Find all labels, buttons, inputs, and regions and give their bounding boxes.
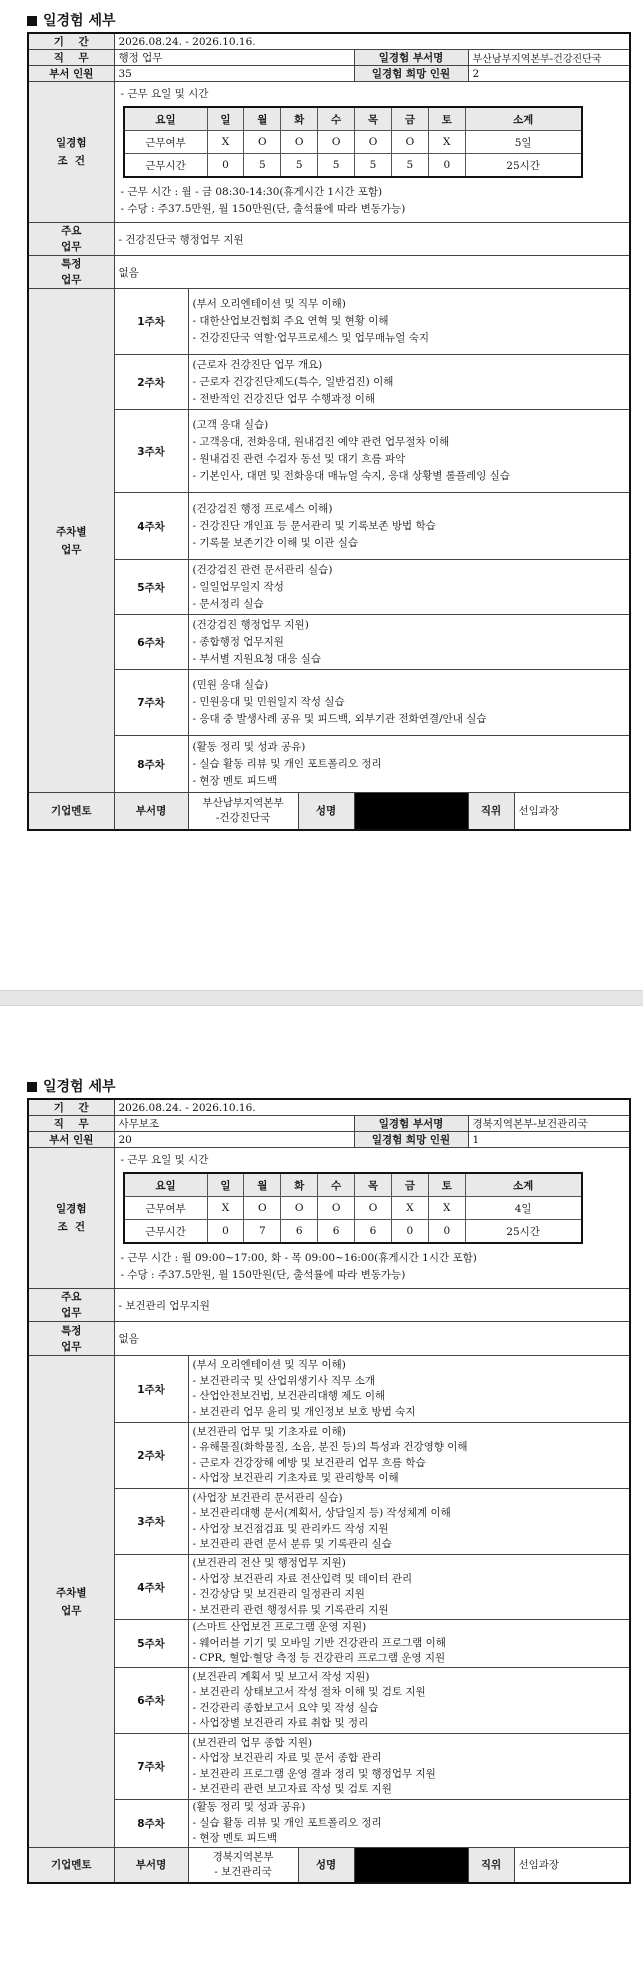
week-line: - 사업장 보건관리 기초자료 및 관리항목 이해 [192, 1472, 399, 1484]
special-work-value: 없음 [114, 256, 630, 289]
schedule-header-cell: 토 [428, 1173, 465, 1197]
schedule-cell: 5 [318, 154, 355, 178]
week-content [188, 1356, 630, 1423]
document-page-1 [27, 10, 629, 831]
schedule-cell: O [355, 1197, 392, 1220]
mentor-dept-line: -건강진단국 [215, 811, 271, 824]
mentor-name-redacted [354, 1848, 468, 1883]
week-label: 3주차 [114, 410, 188, 493]
schedule-cell: O [318, 131, 355, 154]
cond-header: - 근무 요일 및 시간 [120, 1154, 209, 1166]
week-line: (건강검진 관련 문서관리 실습) [192, 563, 333, 576]
document-page-2 [27, 1076, 629, 1884]
dept-label: 일경험 부서명 [354, 1116, 468, 1132]
week-line: - 현장 멘토 피드백 [192, 1832, 278, 1845]
mentor-label: 기업멘토 [28, 793, 114, 830]
schedule-cell: 4일 [465, 1197, 581, 1220]
week-line: (건강검진 행정 프로세스 이해) [192, 502, 333, 515]
week-content [188, 355, 630, 410]
duty-value: 행정 업무 [114, 50, 354, 66]
schedule-cell: O [355, 131, 392, 154]
cond-label: 일경험 조 건 [28, 82, 114, 223]
schedule-cell: 근무시간 [124, 154, 208, 178]
schedule-header-cell: 수 [318, 1173, 355, 1197]
week-line: - 기본인사, 대면 및 전화응대 매뉴얼 숙지, 응대 상황별 롤플레잉 실습 [192, 470, 510, 482]
week-line: - 보건관리 상태보고서 작성 절차 이해 및 검토 지원 [192, 1686, 426, 1698]
week-label: 4주차 [114, 1555, 188, 1620]
schedule-cell: O [281, 131, 318, 154]
week-line: - 실습 활동 리뷰 및 개인 포트폴리오 정리 [192, 1816, 382, 1829]
section-title-text: 일경험 세부 [43, 13, 116, 29]
cond-label: 일경험 조 건 [28, 1148, 114, 1289]
schedule-header-cell: 요일 [124, 107, 208, 131]
week-line: - 원내검진 관련 수검자 동선 및 대기 흐름 파악 [192, 453, 406, 465]
week-line: - 사업장 보건관리 자료 및 문서 종합 관리 [192, 1752, 382, 1764]
duty-label: 직 무 [28, 50, 114, 66]
section-title-text: 일경험 세부 [43, 1079, 116, 1095]
schedule-cell: 6 [355, 1220, 392, 1244]
week-content [188, 289, 630, 355]
schedule-cell: 0 [207, 154, 244, 178]
schedule-header-cell: 화 [281, 107, 318, 131]
week-line: (스마트 산업보건 프로그램 운영 지원) [192, 1621, 367, 1634]
week-line: (부서 오리엔테이션 및 직무 이해) [192, 298, 346, 310]
schedule-cell: X [428, 131, 465, 154]
page-separator [0, 990, 643, 1006]
week-line: (고객 응대 실습) [192, 419, 269, 431]
mentor-position-label: 직위 [468, 793, 514, 830]
week-line: - 유해물질(화학물질, 소음, 분진 등)의 특성과 건강영향 이해 [192, 1441, 468, 1453]
schedule-cell: 0 [428, 154, 465, 178]
schedule-cell: 5 [281, 154, 318, 178]
mentor-name-redacted [354, 793, 468, 830]
week-line: (활동 정리 및 성과 공유) [192, 1801, 306, 1814]
schedule-cell: 0 [428, 1220, 465, 1244]
week-line: (사업장 보건관리 문서관리 실습) [192, 1491, 343, 1504]
week-label: 3주차 [114, 1489, 188, 1555]
week-content [188, 1423, 630, 1489]
schedule-header-cell: 금 [391, 1173, 428, 1197]
schedule-cell: 0 [207, 1220, 244, 1244]
schedule-cell: 5 [391, 154, 428, 178]
week-label: 6주차 [114, 1668, 188, 1734]
week-line: - 일일업무일지 작성 [192, 580, 284, 593]
week-line: - 웨어러블 기기 및 모바일 기반 건강관리 프로그램 이해 [192, 1636, 446, 1649]
schedule-table [123, 1172, 583, 1244]
week-content [188, 1668, 630, 1734]
week-label: 8주차 [114, 736, 188, 793]
special-work-label: 특정 업무 [28, 1322, 114, 1356]
week-line: - 전반적인 건강진단 업무 수행과정 이해 [192, 392, 376, 405]
week-line: - 보건관리대행 문서(계획서, 상담일지 등) 작성체계 이해 [192, 1507, 451, 1519]
mentor-position-value: 선임과장 [514, 1848, 630, 1883]
schedule-cell: O [318, 1197, 355, 1220]
mentor-dept-line: 경북지역본부 [212, 1850, 274, 1863]
week-content [188, 560, 630, 615]
schedule-header-cell: 수 [318, 107, 355, 131]
week-line: - 실습 활동 리뷰 및 개인 포트폴리오 정리 [192, 757, 382, 770]
schedule-header-cell: 일 [207, 107, 244, 131]
week-content [188, 670, 630, 736]
week-line: - 보건관리 업무 윤리 및 개인정보 보호 방법 숙지 [192, 1405, 416, 1418]
week-line: - 부서별 지원요청 대응 실습 [192, 652, 321, 665]
week-line: (보건관리 업무 및 기초자료 이해) [192, 1425, 346, 1438]
period-label: 기 간 [28, 1099, 114, 1116]
dept-staff-label: 부서 인원 [28, 1132, 114, 1148]
schedule-cell: 근무여부 [124, 1197, 208, 1220]
schedule-header-cell: 요일 [124, 1173, 208, 1197]
schedule-cell: 5 [355, 154, 392, 178]
weekly-label: 주차별 업무 [28, 289, 114, 793]
schedule-header-cell: 금 [391, 107, 428, 131]
schedule-cell: 6 [281, 1220, 318, 1244]
period-value: 2026.08.24. - 2026.10.16. [114, 33, 630, 50]
week-line: - 보건관리국 및 산업위생기사 직무 소개 [192, 1374, 376, 1387]
week-label: 1주차 [114, 289, 188, 355]
main-work-label: 주요 업무 [28, 223, 114, 256]
duty-value: 사무보조 [114, 1116, 354, 1132]
mentor-dept-value [188, 793, 298, 830]
week-line: - 보건관리 프로그램 운영 결과 정리 및 행정업무 지원 [192, 1767, 436, 1780]
schedule-cell: 5 [244, 154, 281, 178]
week-line: - 근로자 건강장해 예방 및 보건관리 업무 흐름 학습 [192, 1456, 426, 1469]
week-line: - 응대 중 발생사례 공유 및 피드백, 외부기관 전화연결/안내 실습 [192, 713, 487, 725]
special-work-label: 특정 업무 [28, 256, 114, 289]
week-label: 2주차 [114, 1423, 188, 1489]
main-work-value: - 보건관리 업무지원 [114, 1289, 630, 1322]
schedule-header-cell: 화 [281, 1173, 318, 1197]
cond-note: - 근무 시간 : 월 - 금 08:30-14:30(휴게시간 1시간 포함) [120, 186, 383, 198]
schedule-header-cell: 월 [244, 1173, 281, 1197]
mentor-dept-label: 부서명 [114, 793, 188, 830]
mentor-position-value: 선임과장 [514, 793, 630, 830]
schedule-cell: X [207, 1197, 244, 1220]
week-content [188, 410, 630, 493]
special-work-value: 없음 [114, 1322, 630, 1356]
schedule-cell: O [244, 131, 281, 154]
week-label: 5주차 [114, 1620, 188, 1668]
week-line: (부서 오리엔테이션 및 직무 이해) [192, 1359, 346, 1371]
detail-table [27, 32, 631, 831]
week-label: 2주차 [114, 355, 188, 410]
week-line: - 대한산업보건협회 주요 연혁 및 현황 이해 [192, 315, 389, 327]
hope-value: 1 [468, 1132, 630, 1148]
week-label: 4주차 [114, 493, 188, 560]
week-line: - 산업안전보건법, 보건관리대행 제도 이해 [192, 1390, 386, 1402]
week-line: (건강검진 행정업무 지원) [192, 618, 309, 631]
section-title [27, 10, 629, 32]
main-work-label: 주요 업무 [28, 1289, 114, 1322]
week-line: - 건강진단 개인표 등 문서관리 및 기록보존 방법 학습 [192, 519, 436, 532]
mentor-dept-line: 부산남부지역본부 [202, 796, 284, 809]
period-label: 기 간 [28, 33, 114, 50]
week-content [188, 1734, 630, 1800]
dept-staff-label: 부서 인원 [28, 66, 114, 82]
week-line: (보건관리 업무 종합 지원) [192, 1736, 313, 1749]
week-line: - 사업장별 보건관리 자료 취합 및 정리 [192, 1717, 369, 1729]
week-line: (근로자 건강진단 업무 개요) [192, 358, 323, 371]
cond-note: - 수당 : 주37.5만원, 월 150만원(단, 출석률에 따라 변동가능) [120, 203, 406, 215]
week-line: - 현장 멘토 피드백 [192, 774, 278, 787]
schedule-header-cell: 소계 [465, 107, 581, 131]
week-line: - 건강상담 및 보건관리 일정관리 지원 [192, 1588, 365, 1600]
schedule-cell: O [244, 1197, 281, 1220]
week-line: - 보건관리 관련 보고자료 작성 및 검토 지원 [192, 1783, 392, 1795]
mentor-dept-label: 부서명 [114, 1848, 188, 1883]
section-title [27, 1076, 629, 1098]
schedule-header-cell: 월 [244, 107, 281, 131]
schedule-cell: 25시간 [465, 1220, 581, 1244]
week-label: 1주차 [114, 1356, 188, 1423]
week-line: - 보건관리 관련 문서 분류 및 기록관리 실습 [192, 1538, 392, 1550]
schedule-cell: 근무시간 [124, 1220, 208, 1244]
week-line: - 건강진단국 역할·업무프로세스 및 업무매뉴얼 숙지 [192, 332, 430, 344]
schedule-cell: 5일 [465, 131, 581, 154]
schedule-table [123, 106, 583, 178]
schedule-cell: 25시간 [465, 154, 581, 178]
week-content [188, 1555, 630, 1620]
schedule-cell: 6 [318, 1220, 355, 1244]
week-line: - 사업장 보건관리 자료 전산입력 및 데이터 관리 [192, 1572, 413, 1585]
week-content [188, 1620, 630, 1668]
week-line: - 보건관리 관련 행정서류 및 기록관리 지원 [192, 1603, 389, 1616]
dept-staff-value: 35 [114, 66, 354, 82]
week-line: - 기록물 보존기간 이해 및 이관 실습 [192, 536, 359, 549]
week-label: 8주차 [114, 1800, 188, 1848]
period-value: 2026.08.24. - 2026.10.16. [114, 1099, 630, 1116]
cond-header: - 근무 요일 및 시간 [120, 88, 209, 100]
dept-value: 부산남부지역본부-건강진단국 [468, 50, 630, 66]
week-line: - 종합행정 업무지원 [192, 635, 284, 648]
mentor-name-label: 성명 [298, 1848, 354, 1883]
hope-label: 일경험 희망 인원 [354, 1132, 468, 1148]
square-bullet-icon [27, 16, 37, 26]
cond-note: - 수당 : 주37.5만원, 월 150만원(단, 출석률에 따라 변동가능) [120, 1269, 406, 1281]
week-label: 6주차 [114, 615, 188, 670]
schedule-header-cell: 일 [207, 1173, 244, 1197]
week-content [188, 615, 630, 670]
hope-value: 2 [468, 66, 630, 82]
week-line: (보건관리 계획서 및 보고서 작성 지원) [192, 1670, 370, 1683]
week-line: - 문서정리 실습 [192, 597, 264, 610]
schedule-header-cell: 목 [355, 1173, 392, 1197]
mentor-dept-value [188, 1848, 298, 1883]
schedule-header-cell: 토 [428, 107, 465, 131]
week-content [188, 736, 630, 793]
schedule-header-cell: 소계 [465, 1173, 581, 1197]
schedule-cell: 7 [244, 1220, 281, 1244]
main-work-value: - 건강진단국 행정업무 지원 [114, 223, 630, 256]
week-label: 7주차 [114, 1734, 188, 1800]
week-line: (민원 응대 실습) [192, 679, 269, 691]
week-label: 5주차 [114, 560, 188, 615]
week-line: - 건강관리 종합보고서 요약 및 작성 실습 [192, 1701, 379, 1714]
week-line: - 근로자 건강진단제도(특수, 일반검진) 이해 [192, 375, 394, 388]
schedule-cell: X [207, 131, 244, 154]
mentor-position-label: 직위 [468, 1848, 514, 1883]
dept-staff-value: 20 [114, 1132, 354, 1148]
schedule-cell: X [428, 1197, 465, 1220]
dept-label: 일경험 부서명 [354, 50, 468, 66]
week-line: - CPR, 혈압·혈당 측정 등 건강관리 프로그램 운영 지원 [192, 1652, 446, 1665]
square-bullet-icon [27, 1082, 37, 1092]
week-line: (활동 정리 및 성과 공유) [192, 740, 306, 753]
schedule-cell: X [391, 1197, 428, 1220]
mentor-dept-line: - 보건관리국 [214, 1865, 272, 1878]
duty-label: 직 무 [28, 1116, 114, 1132]
week-content [188, 1489, 630, 1555]
cond-note: - 근무 시간 : 월 09:00~17:00, 화 - 목 09:00~16:00(휴게시간 1시간 포함) [120, 1252, 477, 1264]
week-label: 7주차 [114, 670, 188, 736]
week-line: (보건관리 전산 및 행정업무 지원) [192, 1557, 346, 1569]
schedule-header-cell: 목 [355, 107, 392, 131]
weekly-label: 주차별 업무 [28, 1356, 114, 1848]
dept-value: 경북지역본부-보건관리국 [468, 1116, 630, 1132]
mentor-name-label: 성명 [298, 793, 354, 830]
week-line: - 민원응대 및 민원일지 작성 실습 [192, 696, 345, 708]
week-content [188, 1800, 630, 1848]
week-line: - 사업장 보건점검표 및 관리카드 작성 지원 [192, 1522, 389, 1535]
schedule-cell: O [281, 1197, 318, 1220]
detail-table [27, 1098, 631, 1884]
schedule-cell: 근무여부 [124, 131, 208, 154]
week-line: - 고객응대, 전화응대, 원내검진 예약 관련 업무절차 이해 [192, 436, 450, 448]
schedule-cell: 0 [391, 1220, 428, 1244]
mentor-label: 기업멘토 [28, 1848, 114, 1883]
schedule-cell: O [391, 131, 428, 154]
hope-label: 일경험 희망 인원 [354, 66, 468, 82]
week-content [188, 493, 630, 560]
